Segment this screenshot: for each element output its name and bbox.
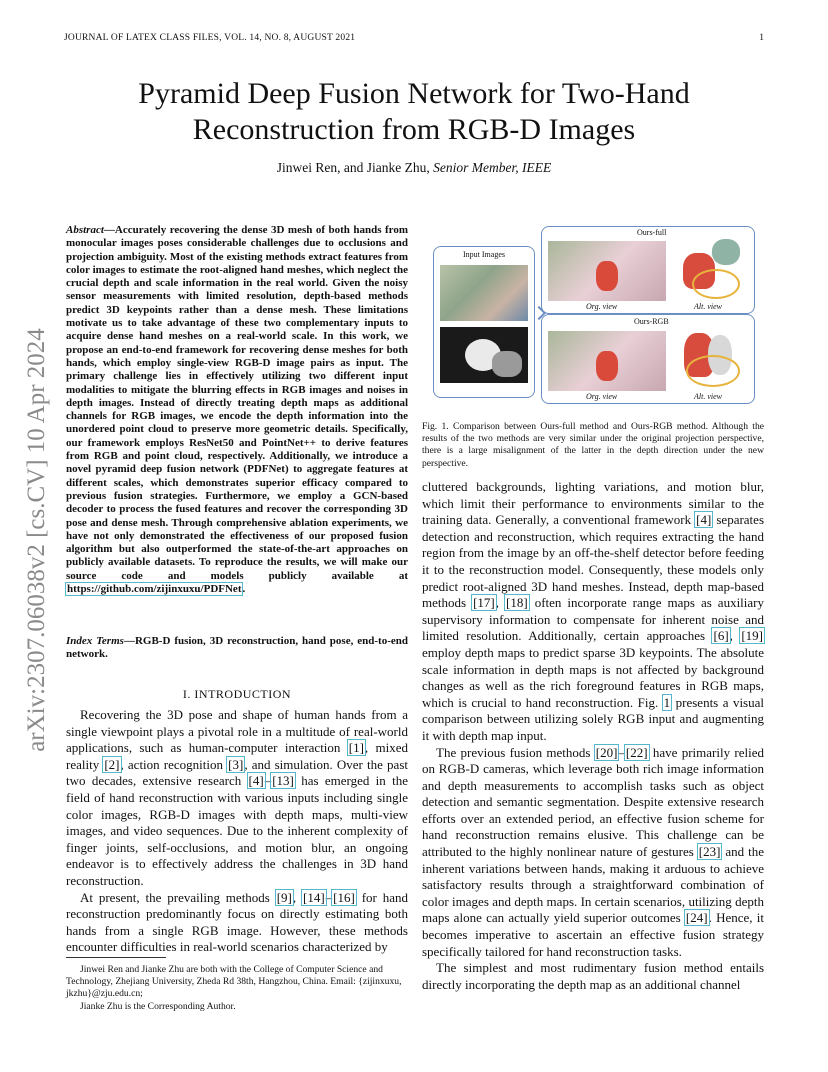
ours-full-panel <box>541 226 755 314</box>
text-run: , <box>729 628 741 644</box>
index-terms-text: —RGB-D fusion, 3D reconstruction, hand pose, end-to-end network. <box>66 635 408 661</box>
hand-mesh-shape <box>712 239 740 265</box>
alt-view-text: Alt. view <box>694 392 722 401</box>
footnote-affiliation: Jinwei Ren and Jianke Zhu are both with the College of Computer Science and Technology, Zhejiang University, Zheda Rd 38th, Hangzhou, China. Email: {zijinxuxu, jkzhu}@zju.edu.cn; <box>66 964 402 1000</box>
text-run: have primarily relied on RGB-D cameras, which leverage both rich image information and depth measurements to accomplish tasks such as object detection and semantic segmentation. Despite extensive research efforts over an extended period, an effective fusion scheme for hand reconstruction remains elusive. This challenge can be attributed to the highly nonlinear nature of gestures <box>422 744 764 860</box>
citation-link[interactable]: [4] <box>248 773 264 789</box>
ours-rgb-label: Ours-RGB <box>634 317 669 326</box>
authors: Jinwei Ren, and Jianke Zhu, <box>276 160 430 175</box>
abstract <box>66 224 408 596</box>
paper-title <box>64 76 764 148</box>
footnote-corresponding: Jianke Zhu is the Corresponding Author. <box>80 1000 236 1012</box>
text-run: The previous fusion methods <box>436 744 595 760</box>
text-run: cluttered backgrounds, lighting variations, and motion blur, which limit their performance to environments similar to the training data. Generally, a conventional framework <box>422 479 764 528</box>
ours-full-alt-view-image <box>678 235 748 301</box>
text-run: At present, the prevailing methods <box>80 889 276 905</box>
citation-link[interactable]: [23] <box>698 844 721 860</box>
source-code-link[interactable]: https://github.com/zijinxuxu/PDFNet <box>67 583 242 596</box>
citation-link[interactable]: [20] <box>595 744 618 760</box>
citation-link[interactable]: [17] <box>473 595 495 611</box>
citation-link[interactable]: [4] <box>696 512 712 528</box>
text-run: – <box>264 773 272 789</box>
input-images-panel <box>433 246 535 398</box>
ours-rgb-alt-view-image <box>678 325 748 391</box>
alt-view-text: Alt. view <box>694 302 722 311</box>
input-images-label: Input Images <box>463 250 505 259</box>
text-run: has emerged in the field of hand reconstruction with various inputs including single color images, RGB-D images with depth maps, multi-view images, and video sequences. Due to the inherent complexity of finger joints, self-occlusions, and motion blur, an ongoing endeavor is to effectively address the challenges in 3D hand reconstruction. <box>66 773 408 888</box>
org-view-text: Org. view <box>586 302 618 311</box>
text-run: , action recognition <box>120 756 228 772</box>
abstract-text: —Accurately recovering the dense 3D mesh of both hands from monocular images poses considerable challenges due to occlusions and projection ambiguity. Most of the existing methods extract features from color images to estimate the root-aligned hand meshes, which neglect the crucial depth and scale information in the real world. Given the noisy sensor measurements with limited resolution, depth-based methods predict 3D keypoints rather than a dense mesh. These limitations motivate us to take advantage of these two complementary inputs to acquire dense hand meshes on a real-world scale. In this work, we propose an end-to-end framework for recovering dense meshes for both hands, which employ single-view RGB-D image pairs as input. The primary challenge lies in effectively utilizing two different input modalities to mitigate the blurring effects in RGB images and noises in depth images. Instead of directly treating depth maps as additional channels for RGB images, we encode the depth information into the unordered point cloud to preserve more geometric details. Specifically, our framework employs ResNet50 and PointNet++ to derive features from RGB and point cloud, respectively. Additionally, we introduce a novel pyramid deep fusion network (PDFNet) to aggregate features at different scales, which demonstrates superior efficacy compared to previous fusion strategies. Furthermore, we employ a GCN-based decoder to process the fused features and recover the corresponding 3D pose and dense mesh. Through comprehensive ablation experiments, we have not only demonstrated the effectiveness of our proposed fusion algorithm but also outperformed the state-of-the-art approaches on publicly available datasets. To reproduce the results, we will make our source code and models publicly available at <box>66 224 408 582</box>
citation-link[interactable]: [24] <box>685 910 708 926</box>
text-run: – <box>618 744 625 760</box>
footnote <box>66 964 408 1013</box>
depth-blob-shape <box>492 351 522 377</box>
org-view-text: Org. view <box>586 392 618 401</box>
text-run: , <box>292 889 302 905</box>
author-role: Senior Member, IEEE <box>433 160 552 175</box>
highlight-ellipse <box>692 269 740 299</box>
citation-link[interactable]: [19] <box>741 628 764 644</box>
running-header: JOURNAL OF LATEX CLASS FILES, VOL. 14, NO. 8, AUGUST 2021 <box>64 33 356 43</box>
page-number: 1 <box>759 33 764 43</box>
ours-rgb-org-view-image <box>548 331 666 391</box>
org-view-label <box>586 392 617 401</box>
alt-view-label <box>694 302 722 311</box>
ours-rgb-panel <box>541 314 755 404</box>
footnote-rule <box>66 957 166 958</box>
citation-link[interactable]: [14] <box>303 889 325 905</box>
citation-link[interactable]: [13] <box>272 773 294 789</box>
text-run: . Hence, it becomes imperative to ascertain an effective fusion strategy specifically tailored for hand reconstruction tasks. <box>422 910 765 959</box>
arxiv-stamp <box>20 320 54 760</box>
arxiv-identifier: arXiv:2307.06038v2 [cs.CV] 10 Apr 2024 <box>23 328 50 752</box>
hand-mesh-shape <box>596 351 618 381</box>
index-terms-label: Index Terms <box>66 635 124 647</box>
caption-label: Fig. 1. <box>422 421 449 432</box>
paragraph: The simplest and most rudimentary fusion method entails directly incorporating the depth map as an additional channel <box>422 960 764 992</box>
text-run: presents a visual comparison between utilizing solely RGB input and augmenting it with depth map input. <box>422 694 764 743</box>
figure-1 <box>433 226 755 402</box>
text-run: – <box>325 889 333 905</box>
index-terms <box>66 635 408 662</box>
title-line-2: Reconstruction from RGB-D Images <box>192 113 636 146</box>
abstract-label: Abstract <box>66 224 104 236</box>
paragraph <box>422 745 764 961</box>
ours-full-org-view-image <box>548 241 666 301</box>
section-heading: I. INTRODUCTION <box>182 687 292 701</box>
rgb-input-image <box>440 265 528 321</box>
author-line <box>64 160 764 176</box>
title-line-1: Pyramid Deep Fusion Network for Two-Hand <box>138 77 690 110</box>
caption-text: Comparison between Ours-full method and Ours-RGB method. Although the results of the two methods are very similar under the original projection perspective, there is a large misalignment of the latter in the depth direction under the new perspective. <box>422 421 764 469</box>
text-run: , mixed reality <box>66 740 408 772</box>
citation-link[interactable]: [9] <box>276 889 292 905</box>
depth-input-image <box>440 327 528 383</box>
text-run: for hand reconstruction predominantly focus on directly estimating both hands from a single RGB image. However, these methods encounter difficulties in real-world scenarios characterized by <box>66 889 408 955</box>
citation-link[interactable]: [18] <box>506 595 528 611</box>
citation-link[interactable]: [2] <box>104 756 120 772</box>
text-run: Recovering the 3D pose and shape of human hands from a single viewpoint plays a pivotal role in a multitude of real-world applications, such as human-computer interaction <box>66 707 408 756</box>
abstract-end: . <box>242 583 246 596</box>
paragraph <box>66 707 408 890</box>
text-run: employ depth maps to predict sparse 3D keypoints. The absolute scale information in depth maps is not affected by background changes as well as the rich foreground features in RGB maps, which is crucial to hand reconstruction. Fig. <box>422 644 764 710</box>
citation-link[interactable]: [3] <box>228 756 244 772</box>
figure-ref-link[interactable]: 1 <box>663 694 671 710</box>
highlight-ellipse <box>686 355 740 387</box>
citation-link[interactable]: [1] <box>348 740 364 756</box>
text-run: separates detection and reconstruction, which requires extracting the hand region from the image by an off-the-shelf detector before feeding it to the reconstruction model. Consequently, these models only predict root-aligned 3D hand meshes. Instead, depth map-based methods <box>422 512 765 611</box>
text-run: , <box>495 595 506 611</box>
text-run: often incorporate range maps as auxiliary supervisory information to compensate for inherent noise and limited resolution. Additionally, certain approaches <box>422 595 765 644</box>
figure-caption <box>422 421 764 470</box>
org-view-label <box>586 302 617 311</box>
citation-link[interactable]: [22] <box>625 744 648 760</box>
ours-full-label: Ours-full <box>637 228 667 237</box>
intro-left-column <box>66 707 408 956</box>
citation-link[interactable]: [16] <box>333 889 355 905</box>
alt-view-label <box>694 392 722 401</box>
hand-mesh-shape <box>596 261 618 291</box>
paragraph <box>66 890 408 956</box>
citation-link[interactable]: [6] <box>713 628 729 644</box>
paragraph <box>422 479 764 745</box>
text-run: and the inherent variations between hands, making it arduous to achieve satisfactory results through a straightforward combination of color images and depth maps. In certain scenarios, utilizing depth maps alone can actually yield superior outcomes <box>422 844 764 926</box>
intro-right-column <box>422 479 764 993</box>
text-run: , and simulation. Over the past two decades, extensive research <box>66 756 408 789</box>
